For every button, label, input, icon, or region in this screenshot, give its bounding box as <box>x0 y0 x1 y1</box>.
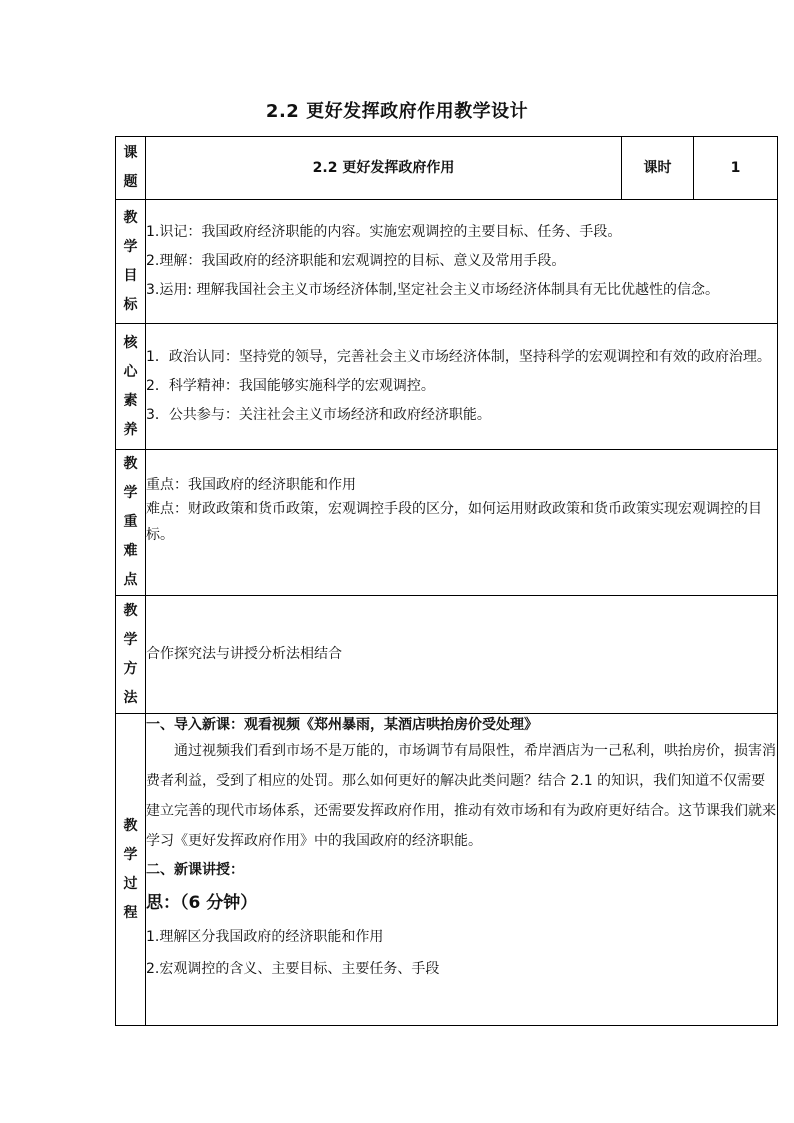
think-item: 2.宏观调控的含义、主要目标、主要任务、手段 <box>146 961 440 977</box>
method-content: 合作探究法与讲授分析法相结合 <box>146 596 778 714</box>
method-label: 教 学 方 法 <box>116 596 146 714</box>
think-heading: 思：（6 分钟） <box>146 893 258 913</box>
period-value: 1 <box>694 137 778 200</box>
section-body: 通过视频我们看到市场不是万能的，市场调节有局限性，希岸酒店为一己私利，哄抬房价，损害消费者利益，受到了相应的处罚。那么如何更好的解决此类问题？结合 2.1 的知识，我们知道不仅需要建立完善的现代市场体系，还需要发挥政府作用，推动有效市场和有为政府更好结合。这节课我们就来学习《更好发挥政府作用》中的我国政府的经济职能。 <box>146 743 776 849</box>
key-points-row <box>116 450 778 596</box>
lesson-plan-table <box>115 136 778 1026</box>
period-label: 课时 <box>622 137 694 200</box>
method-row <box>116 596 778 714</box>
process-row <box>116 714 778 1026</box>
section-heading: 二、新课讲授： <box>146 862 244 878</box>
key-points-label: 教 学 重 难 点 <box>116 450 146 596</box>
objectives-content <box>146 200 778 324</box>
literacy-content <box>146 324 778 450</box>
process-content <box>146 714 778 1026</box>
objectives-row <box>116 200 778 324</box>
key-points-content <box>146 450 778 596</box>
topic-label: 课 题 <box>116 137 146 200</box>
literacy-item: 1．政治认同：坚持党的领导，完善社会主义市场经济体制，坚持科学的宏观调控和有效的政府治理。 <box>146 349 771 365</box>
objective-item: 2.理解：我国政府的经济职能和宏观调控的目标、意义及常用手段。 <box>146 253 566 269</box>
literacy-label: 核 心 素 养 <box>116 324 146 450</box>
section-heading: 一、导入新课：观看视频《郑州暴雨，某酒店哄抬房价受处理》 <box>146 717 538 733</box>
objective-item: 1.识记：我国政府经济职能的内容。实施宏观调控的主要目标、任务、手段。 <box>146 224 622 240</box>
literacy-item: 2．科学精神：我国能够实施科学的宏观调控。 <box>146 378 435 394</box>
difficulty-point: 难点：财政政策和货币政策，宏观调控手段的区分，如何运用财政政策和货币政策实现宏观调控的目标。 <box>146 500 762 543</box>
objectives-label: 教 学 目 标 <box>116 200 146 324</box>
topic-value: 2.2 更好发挥政府作用 <box>146 137 622 200</box>
objective-item: 3.运用: 理解我国社会主义市场经济体制,坚定社会主义市场经济体制具有无比优越性的信念。 <box>146 282 719 298</box>
topic-row <box>116 137 778 200</box>
document-title: 2.2 更好发挥政府作用教学设计 <box>265 101 529 122</box>
think-item: 1.理解区分我国政府的经济职能和作用 <box>146 929 384 945</box>
key-point: 重点：我国政府的经济职能和作用 <box>146 476 356 493</box>
literacy-item: 3．公共参与：关注社会主义市场经济和政府经济职能。 <box>146 407 491 423</box>
process-label: 教 学 过 程 <box>116 714 146 1026</box>
literacy-row <box>116 324 778 450</box>
